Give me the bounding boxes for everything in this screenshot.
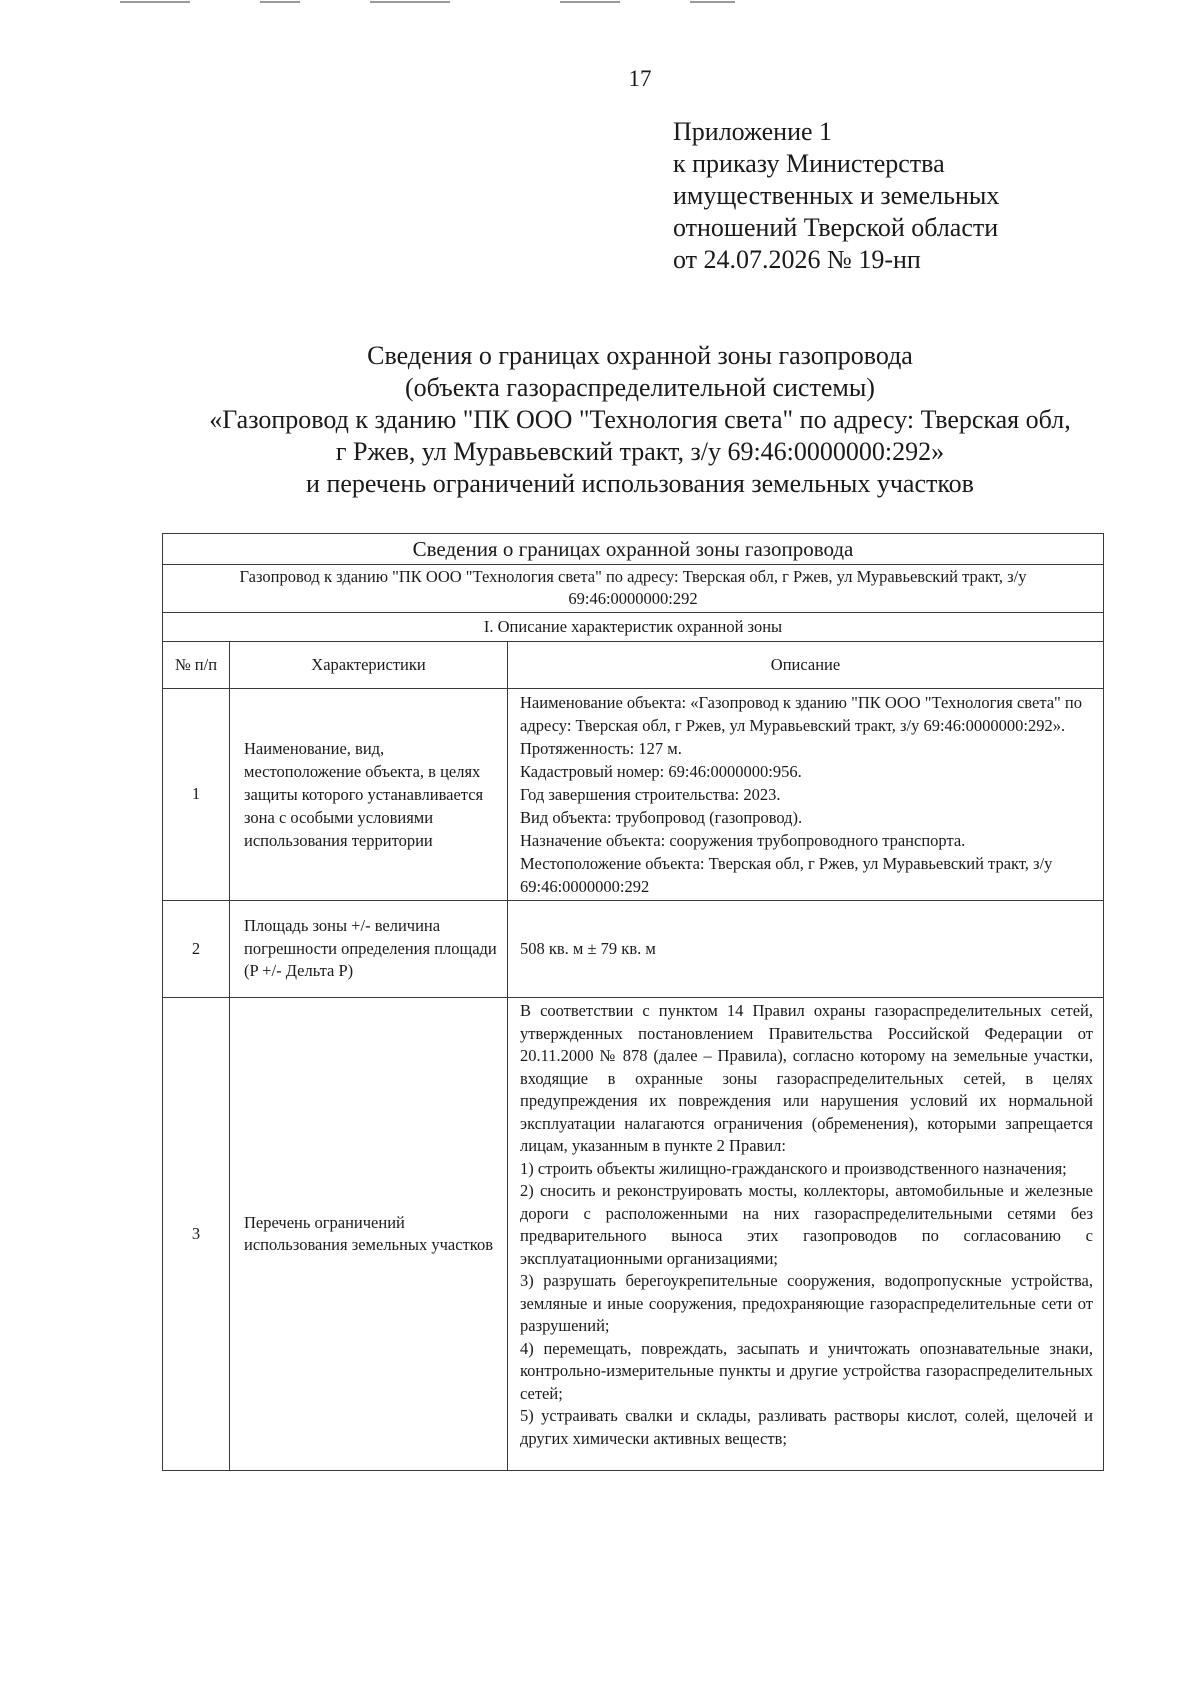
row-description	[508, 901, 1104, 998]
restriction-item: 5) устраивать свалки и склады, разливать растворы кислот, солей, щелочей и других химически активных веществ;	[520, 1406, 1093, 1448]
restriction-item: 2) сносить и реконструировать мосты, коллекторы, автомобильные и железные дороги с расположенными на них газораспределительными сетями без предварительного выноса этих газопроводов по согласованию с эксплуатационными организациями;	[520, 1181, 1093, 1268]
column-header-description: Описание	[508, 642, 1104, 689]
row-description	[508, 689, 1104, 901]
appendix-line: к приказу Министерства	[673, 149, 945, 178]
table-row	[163, 689, 1104, 901]
protection-zone-table	[162, 533, 1104, 1471]
row-characteristic: Наименование, вид, местоположение объекта, в целях защиты которого устанавливается зона с особыми условиями использования территории	[230, 689, 508, 901]
table-row	[163, 901, 1104, 998]
title-line: Сведения о границах охранной зоны газопровода	[367, 341, 913, 370]
description-line: Наименование объекта: «Газопровод к зданию "ПК ООО "Технология света" по адресу: Тверская обл, г Ржев, ул Муравьевский тракт, з/у 69:46:0000000:292».	[520, 693, 1082, 735]
title-line: г Ржев, ул Муравьевский тракт, з/у 69:46:0000000:292»	[335, 437, 945, 466]
description-line: Протяженность: 127 м.	[520, 739, 682, 758]
row-number: 1	[163, 689, 230, 901]
appendix-block	[673, 116, 999, 276]
description-line: 508 кв. м ± 79 кв. м	[520, 938, 656, 958]
row-characteristic: Перечень ограничений использования земельных участков	[230, 998, 508, 1471]
row-number: 2	[163, 901, 230, 998]
table-row	[163, 998, 1104, 1471]
description-line: Местоположение объекта: Тверская обл, г Ржев, ул Муравьевский тракт, з/у 69:46:0000000:292	[520, 854, 1053, 896]
restriction-item: 4) перемещать, повреждать, засыпать и уничтожать опознавательные знаки, контрольно-измерительные пункты и другие устройства газораспределительных сетей;	[520, 1338, 1093, 1403]
appendix-line: имущественных и земельных	[673, 181, 1000, 210]
title-line: (объекта газораспределительной системы)	[405, 373, 875, 402]
table-object-header: Газопровод к зданию "ПК ООО "Технология света" по адресу: Тверская обл, г Ржев, ул Муравьевский тракт, з/у 69:46:0000000:292	[163, 565, 1104, 613]
description-line: Вид объекта: трубопровод (газопровод).	[520, 808, 803, 827]
description-paragraph: В соответствии с пунктом 14 Правил охраны газораспределительных сетей, утвержденных постановлением Правительства Российской Федерации от 20.11.2000 № 878 (далее – Правила), согласно которому на земельные участки, входящие в охранные зоны газораспределительных сетей, в целях предупреждения их повреждения или нарушения условий их нормальной эксплуатации налагаются ограничения (обременения), которыми запрещается лицам, указанным в пункте 2 Правил:	[520, 1001, 1093, 1155]
page-number: 17	[628, 66, 652, 91]
column-header-number: № п/п	[163, 642, 230, 689]
table-section-header: I. Описание характеристик охранной зоны	[163, 613, 1104, 642]
restriction-item: 1) строить объекты жилищно-гражданского и производственного назначения;	[520, 1158, 1067, 1178]
row-characteristic: Площадь зоны +/- величина погрешности определения площади (P +/- Дельта P)	[230, 901, 508, 998]
row-description	[508, 998, 1104, 1471]
appendix-line: отношений Тверской области	[673, 213, 999, 242]
table-main-header: Сведения о границах охранной зоны газопровода	[163, 534, 1104, 565]
row-number: 3	[163, 998, 230, 1471]
description-line: Кадастровый номер: 69:46:0000000:956.	[520, 762, 802, 781]
document-title	[160, 340, 1120, 500]
column-header-characteristics: Характеристики	[230, 642, 508, 689]
title-line: «Газопровод к зданию "ПК ООО "Технология света" по адресу: Тверская обл,	[209, 405, 1071, 434]
scan-edge-marks	[0, 0, 1200, 6]
description-line: Назначение объекта: сооружения трубопроводного транспорта.	[520, 831, 966, 850]
appendix-line: Приложение 1	[673, 117, 833, 146]
title-line: и перечень ограничений использования земельных участков	[306, 469, 974, 498]
restriction-item: 3) разрушать берегоукрепительные сооружения, водопропускные устройства, земляные и иные сооружения, предохраняющие газораспределительные сети от разрушений;	[520, 1271, 1093, 1335]
description-line: Год завершения строительства: 2023.	[520, 785, 781, 804]
appendix-date-line: от 24.07.2026 № 19-нп	[673, 245, 921, 274]
